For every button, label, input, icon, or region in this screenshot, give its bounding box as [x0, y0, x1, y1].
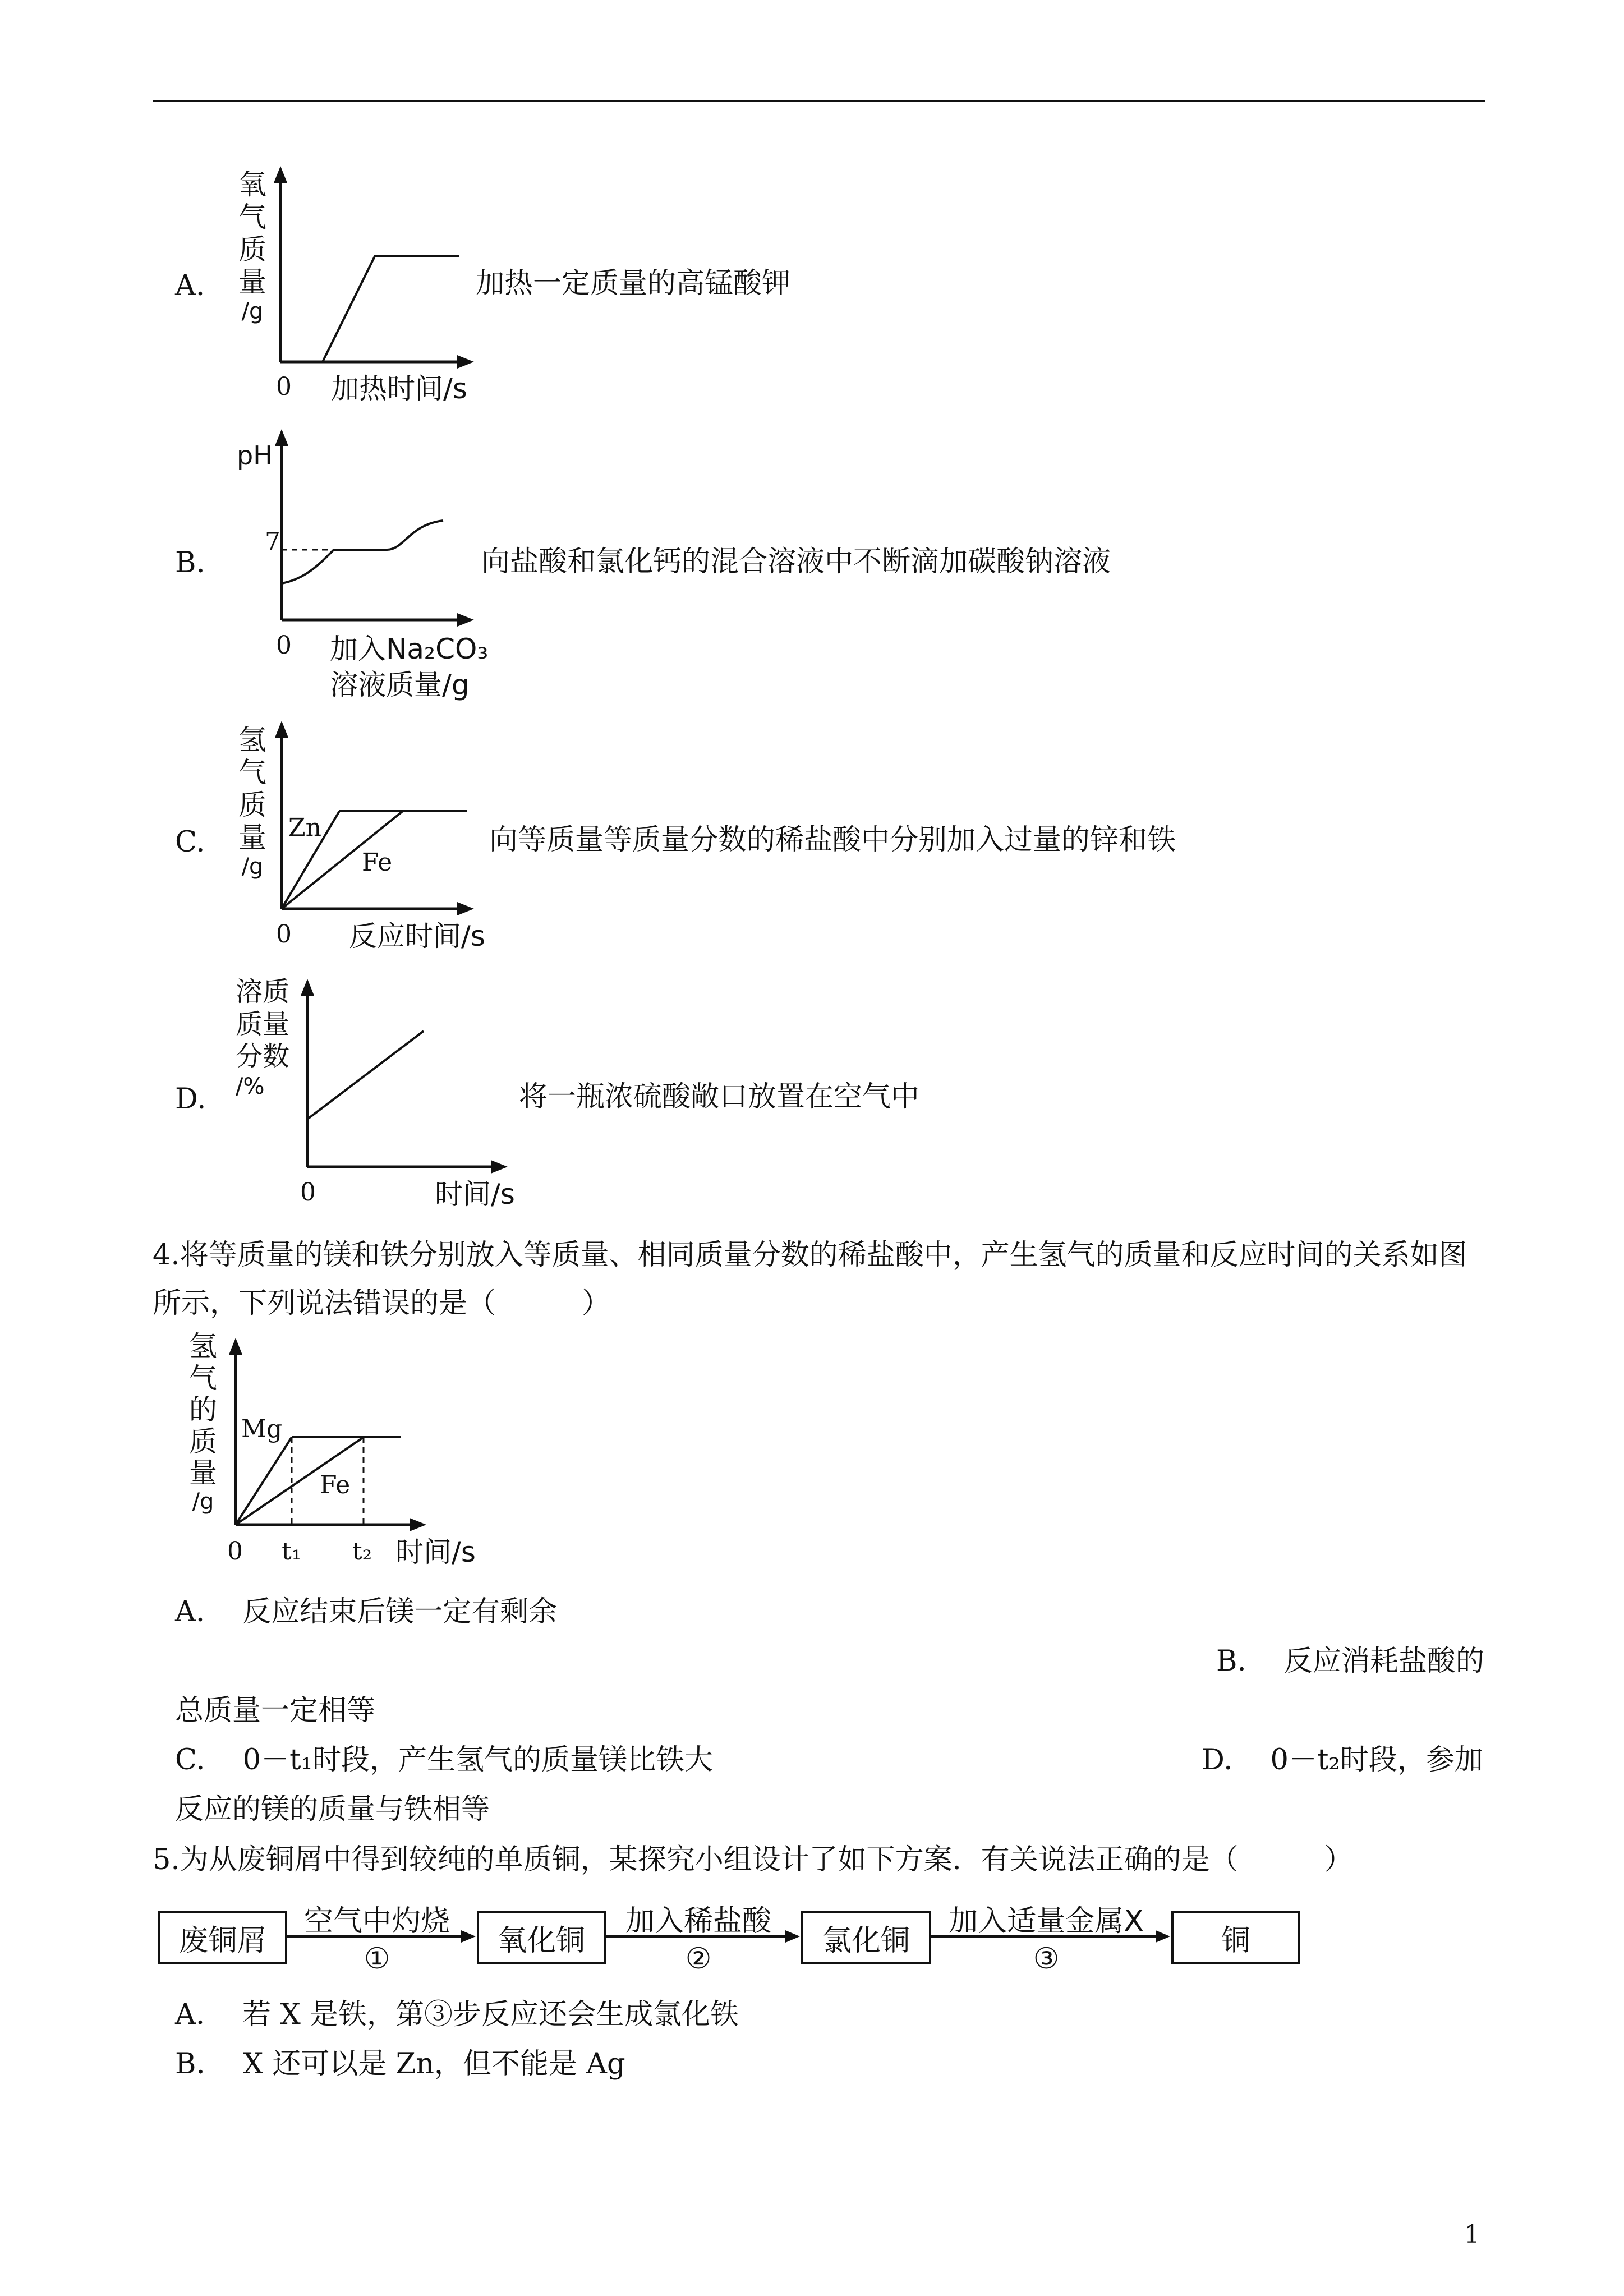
q4-option-d-line1: D. 0－t₂时段，参加 — [1202, 1743, 1483, 1777]
q4-graph-mg-label: Mg — [241, 1415, 283, 1443]
q4-option-a: A. 反应结束后镁一定有剩余 — [175, 1595, 558, 1628]
option-b-desc: 向盐酸和氯化钙的混合溶液中不断滴加碳酸钠溶液 — [481, 545, 1111, 578]
graph-a-xlabel: 加热时间/s — [331, 372, 467, 405]
q5-stem: 5.为从废铜屑中得到较纯的单质铜，某探究小组设计了如下方案．有关说法正确的是（ ） — [153, 1843, 1353, 1876]
graph-c-ylabel: 氢 气 质 量 /g — [238, 724, 266, 880]
flow-box-copper-chloride: 氯化铜 — [801, 1911, 931, 1964]
q4-graph-t1: t₁ — [282, 1537, 302, 1566]
flow-box-scrap-copper: 废铜屑 — [158, 1911, 287, 1964]
flow-step1-label: 空气中灼烧 — [303, 1904, 450, 1938]
q5-option-a: A. 若 X 是铁，第③步反应还会生成氯化铁 — [175, 1998, 739, 2031]
flow-step2-number: ② — [685, 1942, 712, 1976]
graph-b-tick-7: 7 — [265, 527, 280, 556]
graph-b-origin: 0 — [276, 631, 292, 660]
graph-b-xlabel-line1: 加入Na₂CO₃ — [330, 633, 489, 665]
graph-b-ylabel: pH — [237, 440, 273, 471]
option-c-desc: 向等质量等质量分数的稀盐酸中分别加入过量的锌和铁 — [489, 823, 1176, 857]
option-c-letter: C. — [175, 826, 205, 859]
option-d-desc: 将一瓶浓硫酸敞口放置在空气中 — [519, 1080, 920, 1114]
graph-d-ylabel: 溶质 质量 分数 /% — [236, 976, 290, 1099]
q5-option-b: B. X 还可以是 Zn，但不能是 Ag — [175, 2047, 625, 2081]
flow-step1-number: ① — [364, 1942, 390, 1976]
graph-c-xlabel: 反应时间/s — [349, 920, 485, 953]
graph-a-origin: 0 — [276, 372, 292, 401]
q4-option-d-line2: 反应的镁的质量与铁相等 — [175, 1793, 490, 1826]
q4-stem-line1: 4.将等质量的镁和铁分别放入等质量、相同质量分数的稀盐酸中，产生氢气的质量和反应时间的关系如图 — [153, 1239, 1467, 1272]
q4-graph-t2: t₂ — [352, 1537, 372, 1566]
flow-step3-label: 加入适量金属X — [949, 1904, 1144, 1938]
graph-a-ylabel: 氧 气 质 量 /g — [238, 168, 266, 324]
q4-option-c: C. 0－t₁时段，产生氢气的质量镁比铁大 — [175, 1743, 714, 1777]
page-number: 1 — [1464, 2220, 1480, 2249]
q4-option-b-line1: B. 反应消耗盐酸的 — [1216, 1645, 1484, 1678]
flow-step3-number: ③ — [1033, 1942, 1060, 1976]
graph-d-origin: 0 — [300, 1178, 316, 1207]
option-a-letter: A. — [175, 269, 205, 302]
flow-box-copper: 铜 — [1171, 1911, 1300, 1964]
q4-graph-origin: 0 — [227, 1537, 243, 1566]
q4-option-b-line2: 总质量一定相等 — [175, 1694, 376, 1727]
option-d-letter: D. — [175, 1083, 206, 1116]
option-b-letter: B. — [175, 546, 205, 579]
q4-stem-line2: 所示，下列说法错误的是（ ） — [153, 1287, 611, 1320]
flow-step2-label: 加入稀盐酸 — [625, 1904, 771, 1938]
flow-box-copper-oxide: 氧化铜 — [477, 1911, 606, 1964]
q4-graph-ylabel: 氢 气 的 质 量 /g — [189, 1330, 217, 1515]
q4-graph-fe-label: Fe — [320, 1471, 351, 1499]
graph-c-zn-label: Zn — [288, 813, 321, 842]
graph-b-xlabel-line2: 溶液质量/g — [330, 669, 470, 701]
graph-c-origin: 0 — [276, 920, 292, 949]
graph-c-fe-label: Fe — [362, 848, 393, 877]
option-a-desc: 加热一定质量的高锰酸钾 — [476, 267, 791, 300]
graph-d-xlabel: 时间/s — [435, 1178, 515, 1211]
q4-graph-xlabel: 时间/s — [395, 1536, 476, 1568]
